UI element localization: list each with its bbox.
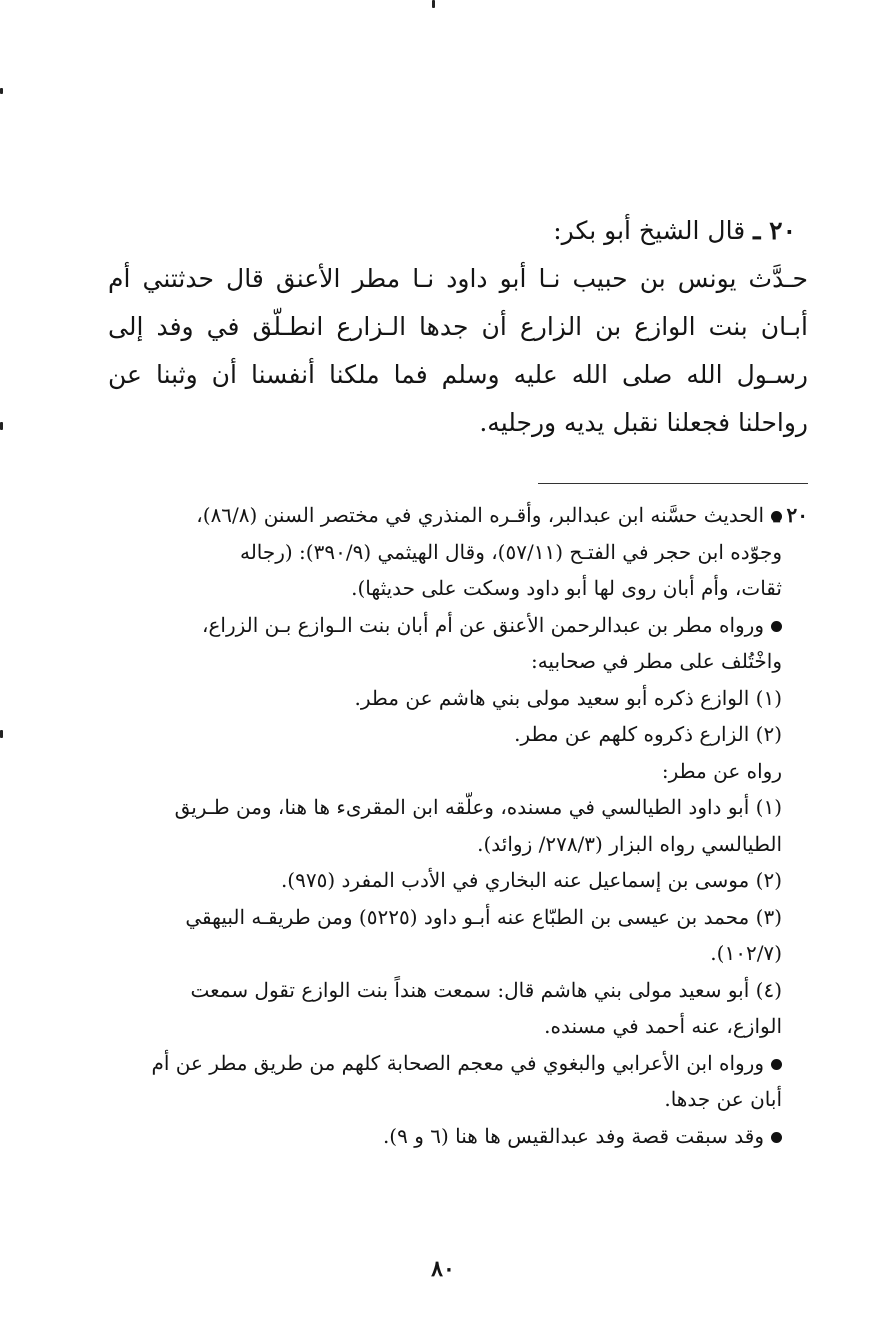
note-text: ورواه ابن الأعرابي والبغوي في معجم الصحابة كلهم من طريق مطر عن أم	[151, 1050, 764, 1075]
note-text: (٣) محمد بن عيسى بن الطبّاع عنه أبـو داود (٥٢٢٥) ومن طريقـه البيهقي	[185, 904, 782, 929]
main-text	[108, 207, 808, 447]
footnote-divider	[538, 483, 808, 484]
note-text: رواه عن مطر:	[661, 758, 782, 783]
hadith-heading	[108, 207, 808, 255]
bullet-icon	[771, 1059, 782, 1070]
note-line-6	[80, 680, 808, 717]
note-text: (١) الوازع ذكره أبو سعيد مولى بني هاشم عن مطر.	[354, 685, 782, 710]
note-line-2	[80, 534, 808, 571]
note-line-5	[80, 643, 808, 680]
note-line-9	[80, 789, 808, 826]
note-line-15	[80, 1008, 808, 1045]
page-number: ٨٠	[431, 1256, 455, 1282]
note-text: وقد سبقت قصة وفد عبدالقيس ها هنا (٦ و ٩).	[382, 1123, 764, 1148]
hadith-heading-text: قال الشيخ أبو بكر:	[553, 216, 746, 245]
note-text: ثقات، وأم أبان روى لها أبو داود وسكت على حديثها).	[351, 576, 782, 600]
note-line-3	[80, 570, 808, 607]
footnotes	[80, 497, 808, 1154]
note-text: أبان عن جدها.	[664, 1087, 782, 1111]
bullet-icon	[771, 1132, 782, 1143]
note-line-4	[80, 607, 808, 644]
bullet-icon	[771, 621, 782, 632]
hadith-number: ٢٠ ـ	[753, 216, 796, 245]
note-line-16	[80, 1045, 808, 1082]
note-text: واخْتُلف على مطر في صحابيه:	[530, 649, 782, 673]
note-text: الوازع، عنه أحمد في مسنده.	[544, 1014, 782, 1038]
note-line-1	[80, 497, 808, 534]
note-text: ورواه مطر بن عبدالرحمن الأعنق عن أم أبان بنت الـوازع بـن الزراع،	[202, 612, 764, 637]
hadith-body: حـدَّث يونس بن حبيب نـا أبو داود نـا مطر الأعنق قال حدثتني أم أبـان بنت الوازع بن الزارع أن جدها الـزارع انطـلّق في وفد إلى رسـول الله صلى الله عليه وسلم فما ملكنا أنفسنا أن وثبنا عن رواحلنا فجعلنا نقبل يديه ورجليه.	[108, 264, 808, 437]
note-text: (٢) موسى بن إسماعيل عنه البخاري في الأدب المفرد (٩٧٥).	[280, 868, 782, 892]
scan-mark-left-middle	[0, 422, 3, 430]
note-text: وجوّده ابن حجر في الفتـح (٥٧/١١)، وقال الهيثمي (٣٩٠/٩): (رجاله	[239, 539, 782, 564]
note-line-13	[80, 935, 808, 972]
note-line-14	[80, 972, 808, 1009]
note-text: (٤) أبو سعيد مولى بني هاشم قال: سمعت هنداً بنت الوازع تقول سمعت	[190, 977, 782, 1002]
note-text: (٢) الزارع ذكروه كلهم عن مطر.	[514, 722, 782, 746]
note-text: (١٠٢/٧).	[710, 941, 782, 965]
note-line-18	[80, 1118, 808, 1155]
scan-mark-left-upper	[0, 88, 3, 94]
note-line-8	[80, 753, 808, 790]
note-line-11	[80, 862, 808, 899]
scan-mark-top-center	[432, 0, 435, 8]
note-text: الحديث حسَّنه ابن عبدالبر، وأقـره المنذري في مختصر السنن (٨٦/٨)،	[196, 503, 764, 527]
note-line-17	[80, 1081, 808, 1118]
note-text: (١) أبو داود الطيالسي في مسنده، وعلّقه ابن المقرىء ها هنا، ومن طـريق	[174, 795, 782, 819]
note-text: الطيالسي رواه البزار (٢٧٨/٣/ زوائد).	[477, 831, 782, 856]
note-line-12	[80, 899, 808, 936]
scan-mark-left-lower	[0, 730, 3, 738]
note-line-7	[80, 716, 808, 753]
note-line-10	[80, 826, 808, 863]
note-number: ٢٠ ـ	[773, 503, 808, 527]
